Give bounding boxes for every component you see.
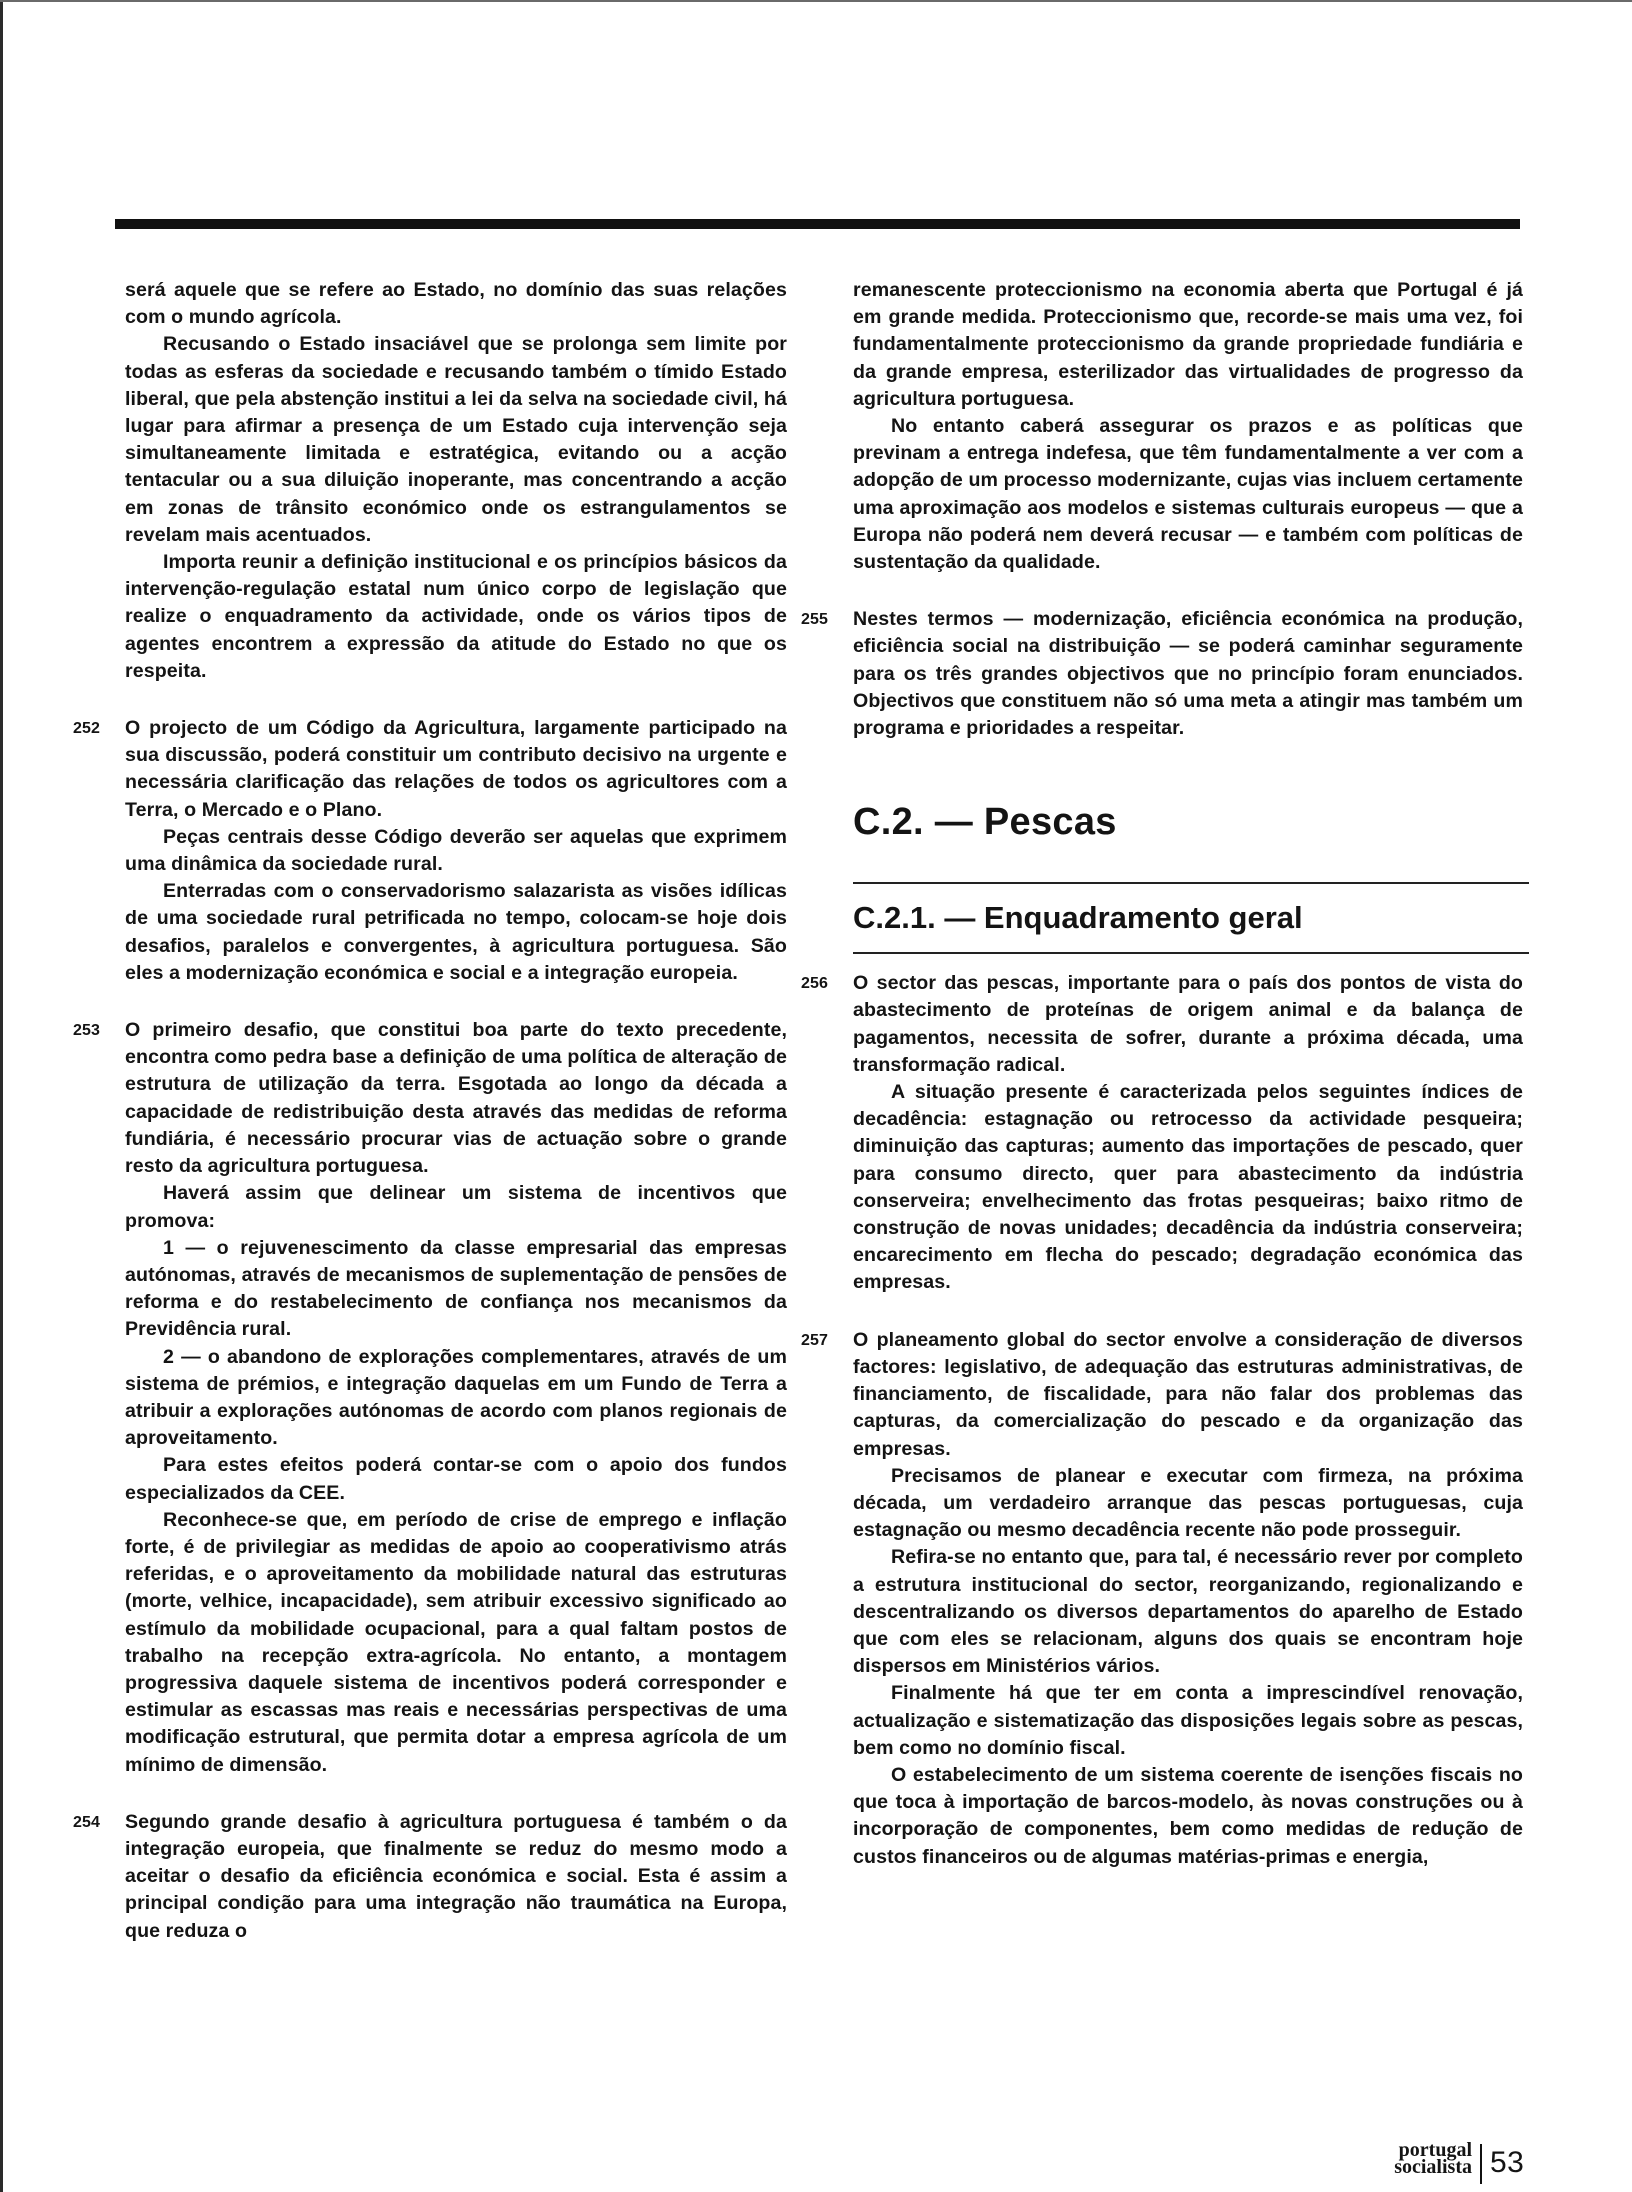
right-column (801, 277, 1523, 1871)
paragraph (801, 606, 1523, 742)
right-column-top (801, 277, 1523, 742)
paragraph (73, 1809, 787, 1945)
paragraph-text: Segundo grande desafio à agricultura portuguesa é também o da integração europeia, que finalmente se reduz do mesmo modo a aceitar o desafio da eficiência económica e social. Esta é assim a principal condição para uma integração não traumática na Europa, que reduza o (125, 1810, 787, 1942)
paragraph-text: No entanto caberá assegurar os prazos e as políticas que previnam a entrega indefesa, que têm fundamentalmente a ver com a adopção de um processo modernizante, cujas vias incluem certamente uma aproximação aos modelos e sistemas culturais europeus — que a Europa não poderá nem deverá recusar — e também com políticas de sustentação da qualidade. (853, 415, 1523, 574)
paragraph (853, 413, 1523, 576)
paragraph (853, 1762, 1523, 1871)
page-top-edge (0, 0, 1632, 2)
left-column (73, 277, 787, 1945)
paragraph (125, 1344, 787, 1453)
paragraph (125, 1235, 787, 1344)
logo-line-2: socialista (1394, 2156, 1472, 2178)
paragraph-text: Reconhece-se que, em período de crise de emprego e inflação forte, é de privilegiar as medidas de apoio ao cooperativismo atrás referidas, e o aproveitamento da mobilidade natural das estruturas (morte, velhice, incapacidade), sem atribuir excessivo significado ao estímulo da mobilidade ocupacional, para a qual faltam postos de trabalho na recepção extra-agrícola. No entanto, a montagem progressiva daquele sistema de incentivos poderá corresponder e estimular as escassas mas reais e necessárias perspectivas de uma modificação estrutural, que permita dotar a empresa agrícola de um mínimo de dimensão. (125, 1508, 787, 1776)
paragraph (853, 1079, 1523, 1297)
paragraph-text: Recusando o Estado insaciável que se prolonga sem limite por todas as esferas da sociedade e recusando também o tímido Estado liberal, que pela abstenção institui a lei da selva na sociedade civil, há lugar para afirmar a presença de um Estado cuja intervenção seja simultaneamente limitada e estratégica, evitando ou a acção tentacular ou a sua diluição inoperante, mas concentrando a acção em zonas de trânsito económico onde os estrangulamentos se revelam mais acentuados. (125, 333, 787, 546)
paragraph-number: 253 (73, 1022, 100, 1040)
paragraph-text: remanescente proteccionismo na economia aberta que Portugal é já em grande medida. Proteccionismo que, recorde-se mais uma vez, foi fundamentalmente proteccionismo da grande propriedade fundiária e da grande empresa, esterilizador das virtualidades de progresso da agricultura portuguesa. (853, 279, 1523, 410)
paragraph-number: 252 (73, 720, 100, 738)
page-footer (1320, 2139, 1530, 2188)
paragraph (125, 277, 787, 331)
paragraph-text: A situação presente é caracterizada pelos seguintes índices de decadência: estagnação ou retrocesso da actividade pesqueira; diminuição das capturas; aumento das importações de pescado, quer para consumo directo, quer para abastecimento da indústria conserveira; envelhecimento das frotas pesqueiras; baixo ritmo de construção de novas unidades; decadência da indústria conserveira; encarecimento em flecha do pescado; degradação económica das empresas. (853, 1081, 1523, 1294)
paragraph (73, 715, 787, 824)
page-edge (0, 0, 3, 2192)
paragraph (125, 824, 787, 878)
paragraph-number: 255 (801, 611, 828, 629)
paragraph (801, 1327, 1523, 1463)
paragraph (125, 878, 787, 987)
paragraph (853, 1544, 1523, 1680)
paragraph (125, 1507, 787, 1779)
paragraph-text: Para estes efeitos poderá contar-se com o apoio dos fundos especializados da CEE. (125, 1454, 787, 1504)
paragraph-text: O sector das pescas, importante para o país dos pontos de vista do abastecimento de proteínas de origem animal e da balança de pagamentos, necessita de sofrer, durante a próxima década, uma transformação radical. (853, 972, 1523, 1076)
logo-line-1: portugal (1398, 2139, 1472, 2161)
paragraph-number: 254 (73, 1813, 100, 1831)
paragraph-number: 256 (801, 975, 828, 993)
paragraph (853, 1463, 1523, 1545)
subsection-heading: C.2.1. — Enquadramento geral (853, 900, 1303, 936)
paragraph (125, 549, 787, 685)
paragraph-text: Haverá assim que delinear um sistema de incentivos que promova: (125, 1182, 787, 1232)
top-rule (115, 219, 1520, 229)
paragraph-text: 2 — o abandono de explorações complementares, através de um sistema de prémios, e integração daquelas em um Fundo de Terra a atribuir a explorações autónomas de acordo com planos regionais de aproveitamento. (125, 1345, 787, 1450)
paragraph-text: Peças centrais desse Código deverão ser aquelas que exprimem uma dinâmica da sociedade rural. (125, 825, 787, 876)
paragraph (853, 1680, 1523, 1762)
paragraph-text: Nestes termos — modernização, eficiência económica na produção, eficiência social na distribuição — se poderá caminhar seguramente para os três grandes objectivos que no princípio foram enunciados. Objectivos que constituem não só uma meta a atingir mas também um programa e prioridades a respeitar. (853, 608, 1523, 740)
paragraph-text: Precisamos de planear e executar com firmeza, na próxima década, um verdadeiro arranque das pescas portuguesas, cuja estagnação ou mesmo decadência recente não pode prosseguir. (853, 1464, 1523, 1542)
paragraph (125, 331, 787, 549)
subsection-rule (853, 952, 1529, 954)
right-column-bottom (801, 970, 1523, 1871)
paragraph-number: 257 (801, 1331, 828, 1349)
paragraph-text: Refira-se no entanto que, para tal, é necessário rever por completo a estrutura institucional do sector, reorganizando, regionalizando e descentralizando os diversos departamentos do aparelho de Estado que com eles se relacionam, alguns dos quais se encontram hoje dispersos em Ministérios vários. (853, 1546, 1523, 1678)
paragraph-text: Importa reunir a definição institucional e os princípios básicos da intervenção-regulação estatal num único corpo de legislação que realize o enquadramento da actividade, onde os vários tipos de agentes encontrem a expressão da atitude do Estado no que os respeita. (125, 551, 787, 682)
paragraph-text: O primeiro desafio, que constitui boa parte do texto precedente, encontra como pedra base a definição de uma política de alteração de estrutura de utilização da terra. Esgotada ao longo da década a capacidade de redistribuição desta através das medidas de reforma fundiária, é necessário procurar vias de actuação sobre o grande resto da agricultura portuguesa. (125, 1019, 787, 1178)
paragraph (125, 1180, 787, 1234)
paragraph-text: O estabelecimento de um sistema coerente de isenções fiscais no que toca à importação de barcos-modelo, às novas construções ou à incorporação de componentes, bem como medidas de redução de custos financeiros ou de algumas matérias-primas e energia, (853, 1763, 1523, 1868)
paragraph (73, 1017, 787, 1180)
page-number: 53 (1490, 2146, 1525, 2179)
paragraph-text: Enterradas com o conservadorismo salazarista as visões idílicas de uma sociedade rural petrificada no tempo, colocam-se hoje dois desafios, paralelos e convergentes, à agricultura portuguesa. São eles a modernização económica e social e a integração europeia. (125, 880, 787, 984)
paragraph-text: Finalmente há que ter em conta a imprescindível renovação, actualização e sistematização das disposições legais sobre as pescas, bem como no domínio fiscal. (853, 1682, 1523, 1759)
paragraph-text: será aquele que se refere ao Estado, no domínio das suas relações com o mundo agrícola. (125, 279, 787, 329)
paragraph (801, 970, 1523, 1079)
footer-divider (1480, 2144, 1482, 2184)
section-rule (853, 882, 1529, 884)
paragraph-text: O planeamento global do sector envolve a consideração de diversos factores: legislativo, de adequação das estruturas administrativas, de financiamento, de fiscalidade, para não falar dos problemas das capturas, da comercialização do pescado e da organização das empresas. (853, 1328, 1523, 1460)
paragraph (125, 1452, 787, 1506)
paragraph-text: 1 — o rejuvenescimento da classe empresarial das empresas autónomas, através de mecanismos de suplementação de pensões de reforma e do restabelecimento de confiança nos mecanismos da Previdência rural. (125, 1236, 787, 1341)
section-heading: C.2. — Pescas (853, 801, 1117, 844)
paragraph-text: O projecto de um Código da Agricultura, largamente participado na sua discussão, poderá constituir um contributo decisivo na urgente e necessária clarificação das relações de todos os agricultores com a Terra, o Mercado e o Plano. (125, 717, 787, 821)
paragraph (853, 277, 1523, 413)
publication-logo (1320, 2139, 1472, 2178)
